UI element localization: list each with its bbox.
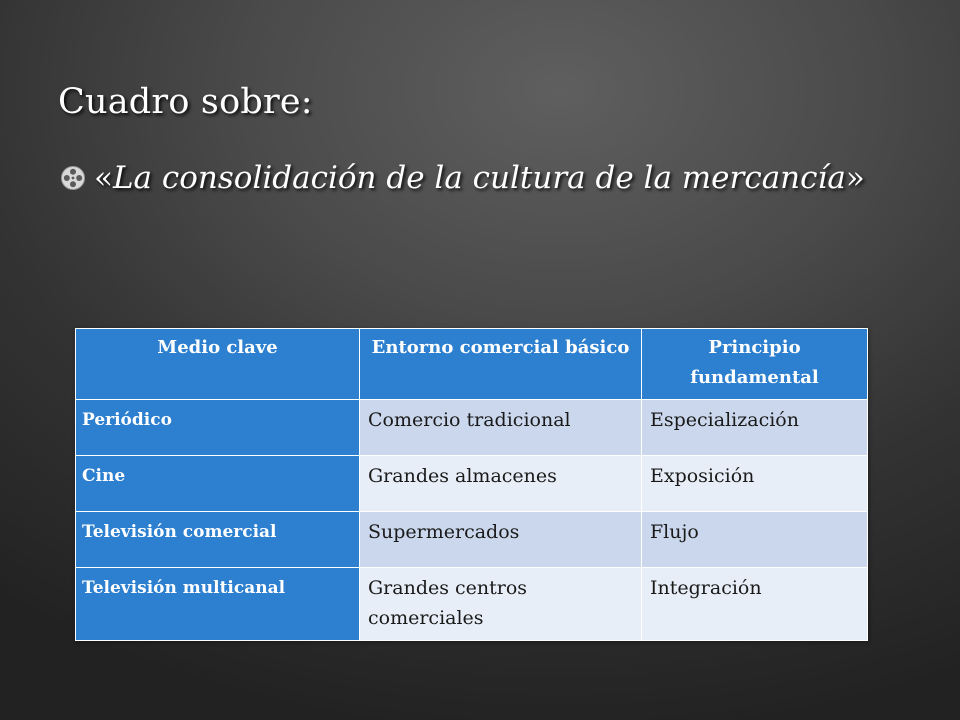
open-quote: « <box>94 160 113 196</box>
table-cell: Especialización <box>642 400 868 456</box>
row-head: Televisión multicanal <box>76 568 360 641</box>
row-head: Cine <box>76 456 360 512</box>
table-cell: Grandes almacenes <box>360 456 642 512</box>
table-row <box>76 456 868 512</box>
table-header-row <box>76 329 868 400</box>
header-principio-fundamental: Principio fundamental <box>642 329 868 400</box>
media-table <box>75 328 868 641</box>
close-quote: » <box>845 160 865 196</box>
header-entorno-comercial: Entorno comercial básico <box>360 329 642 400</box>
table-cell: Flujo <box>642 512 868 568</box>
table-row <box>76 568 868 641</box>
subtitle-italic: La consolidación de la cultura de la mercancía <box>112 160 846 196</box>
row-head: Televisión comercial <box>76 512 360 568</box>
subtitle-bullet <box>60 160 865 196</box>
header-medio-clave: Medio clave <box>76 329 360 400</box>
table-cell: Exposición <box>642 456 868 512</box>
subtitle-text <box>94 160 865 196</box>
row-head: Periódico <box>76 400 360 456</box>
slide-title: Cuadro sobre: <box>58 82 313 122</box>
table-cell: Comercio tradicional <box>360 400 642 456</box>
table-cell: Supermercados <box>360 512 642 568</box>
table-row <box>76 400 868 456</box>
table-cell: Integración <box>642 568 868 641</box>
table-row <box>76 512 868 568</box>
film-reel-icon <box>60 165 86 191</box>
table-cell: Grandes centros comerciales <box>360 568 642 641</box>
